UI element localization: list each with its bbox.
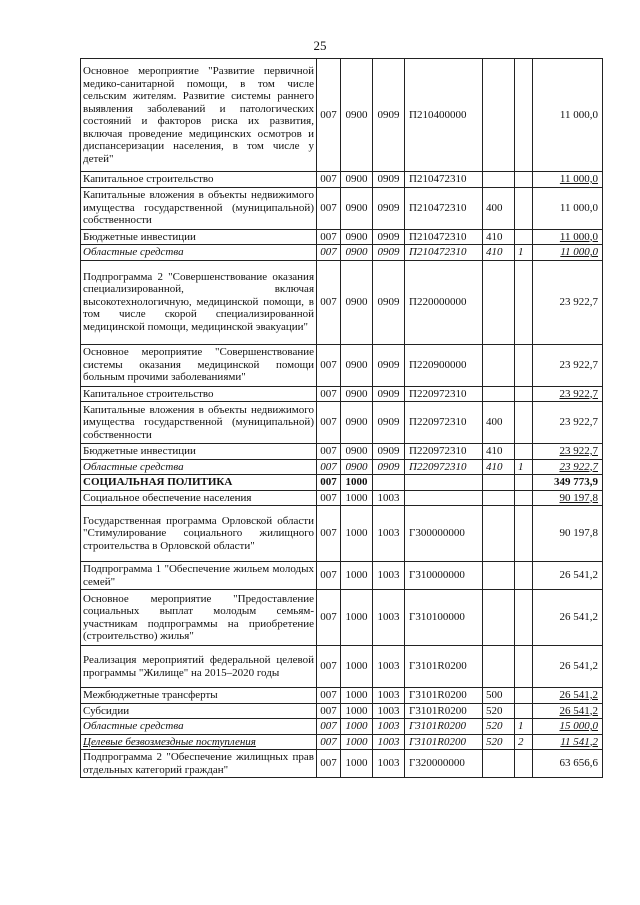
row-code: Г310000000	[405, 562, 483, 590]
row-pr: 0909	[373, 245, 405, 261]
row-gr: 007	[317, 506, 341, 562]
table-row	[81, 590, 603, 646]
row-ist: 1	[515, 459, 533, 475]
row-code: Г320000000	[405, 750, 483, 778]
row-name: Подпрограмма 1 "Обеспечение жильем молодых семей"	[81, 562, 317, 590]
row-rz: 0900	[341, 187, 373, 229]
row-ist	[515, 386, 533, 402]
table-row	[81, 59, 603, 172]
row-name: Областные средства	[81, 245, 317, 261]
row-vid	[483, 386, 515, 402]
row-rz: 1000	[341, 590, 373, 646]
row-code: П210400000	[405, 59, 483, 172]
row-code	[405, 475, 483, 491]
row-pr: 0909	[373, 459, 405, 475]
row-rz: 0900	[341, 444, 373, 460]
table-row	[81, 459, 603, 475]
row-gr: 007	[317, 562, 341, 590]
row-ist	[515, 490, 533, 506]
row-ist: 1	[515, 719, 533, 735]
table-row	[81, 688, 603, 704]
row-pr: 1003	[373, 490, 405, 506]
row-gr: 007	[317, 172, 341, 188]
row-sum: 15 000,0	[533, 719, 603, 735]
row-name: Бюджетные инвестиции	[81, 229, 317, 245]
row-ist	[515, 344, 533, 386]
row-pr: 0909	[373, 260, 405, 344]
row-gr: 007	[317, 475, 341, 491]
table-row	[81, 172, 603, 188]
row-vid	[483, 344, 515, 386]
row-pr: 1003	[373, 734, 405, 750]
row-sum: 11 000,0	[533, 59, 603, 172]
row-ist	[515, 402, 533, 444]
row-rz: 1000	[341, 750, 373, 778]
row-vid	[483, 260, 515, 344]
row-pr: 1003	[373, 750, 405, 778]
row-vid: 410	[483, 459, 515, 475]
row-rz: 0900	[341, 172, 373, 188]
row-sum: 90 197,8	[533, 506, 603, 562]
row-vid	[483, 59, 515, 172]
row-pr: 1003	[373, 719, 405, 735]
row-vid: 520	[483, 734, 515, 750]
row-pr: 0909	[373, 172, 405, 188]
row-sum: 90 197,8	[533, 490, 603, 506]
table-row	[81, 703, 603, 719]
row-code: П220000000	[405, 260, 483, 344]
row-name: Подпрограмма 2 "Обеспечение жилищных прав отдельных категорий граждан"	[81, 750, 317, 778]
row-pr: 0909	[373, 402, 405, 444]
row-ist	[515, 590, 533, 646]
row-pr: 1003	[373, 590, 405, 646]
row-pr: 0909	[373, 229, 405, 245]
row-code: П210472310	[405, 172, 483, 188]
row-code: П220972310	[405, 459, 483, 475]
row-vid: 520	[483, 703, 515, 719]
row-vid: 410	[483, 245, 515, 261]
row-rz: 1000	[341, 719, 373, 735]
row-name: Капитальное строительство	[81, 386, 317, 402]
row-gr: 007	[317, 703, 341, 719]
row-pr: 0909	[373, 344, 405, 386]
row-code	[405, 490, 483, 506]
table-row	[81, 490, 603, 506]
table-row	[81, 187, 603, 229]
row-code: Г310100000	[405, 590, 483, 646]
row-ist	[515, 187, 533, 229]
table-row	[81, 750, 603, 778]
row-ist	[515, 260, 533, 344]
row-vid: 410	[483, 229, 515, 245]
row-vid: 500	[483, 688, 515, 704]
row-ist	[515, 475, 533, 491]
row-sum: 23 922,7	[533, 402, 603, 444]
row-rz: 0900	[341, 229, 373, 245]
row-rz: 0900	[341, 402, 373, 444]
row-pr: 1003	[373, 646, 405, 688]
table-row	[81, 245, 603, 261]
budget-table	[80, 58, 603, 778]
row-sum: 11 541,2	[533, 734, 603, 750]
row-gr: 007	[317, 260, 341, 344]
table-row	[81, 344, 603, 386]
row-sum: 23 922,7	[533, 444, 603, 460]
row-rz: 0900	[341, 459, 373, 475]
row-gr: 007	[317, 490, 341, 506]
row-pr: 0909	[373, 59, 405, 172]
row-gr: 007	[317, 734, 341, 750]
row-vid: 400	[483, 402, 515, 444]
table-row	[81, 646, 603, 688]
row-rz: 1000	[341, 688, 373, 704]
row-ist	[515, 688, 533, 704]
table-row	[81, 260, 603, 344]
row-sum: 11 000,0	[533, 245, 603, 261]
row-name: Целевые безвозмездные поступления	[81, 734, 317, 750]
row-ist	[515, 750, 533, 778]
row-code: Г3101R0200	[405, 688, 483, 704]
row-name: Реализация мероприятий федеральной целевой программы "Жилище" на 2015–2020 годы	[81, 646, 317, 688]
table-row	[81, 506, 603, 562]
row-gr: 007	[317, 229, 341, 245]
row-rz: 1000	[341, 562, 373, 590]
row-rz: 1000	[341, 506, 373, 562]
row-rz: 0900	[341, 59, 373, 172]
row-rz: 0900	[341, 260, 373, 344]
row-gr: 007	[317, 688, 341, 704]
row-pr: 0909	[373, 444, 405, 460]
row-gr: 007	[317, 59, 341, 172]
row-name: Областные средства	[81, 719, 317, 735]
row-sum: 26 541,2	[533, 688, 603, 704]
row-gr: 007	[317, 646, 341, 688]
row-gr: 007	[317, 590, 341, 646]
row-pr: 1003	[373, 688, 405, 704]
row-rz: 0900	[341, 344, 373, 386]
row-sum: 11 000,0	[533, 187, 603, 229]
row-sum: 26 541,2	[533, 590, 603, 646]
row-vid	[483, 506, 515, 562]
row-name: Государственная программа Орловской области "Стимулирование социального жилищного строительства в Орловской области"	[81, 506, 317, 562]
row-sum: 11 000,0	[533, 229, 603, 245]
row-rz: 1000	[341, 703, 373, 719]
row-sum: 23 922,7	[533, 344, 603, 386]
row-vid	[483, 590, 515, 646]
row-sum: 26 541,2	[533, 646, 603, 688]
row-sum: 23 922,7	[533, 260, 603, 344]
row-pr: 0909	[373, 187, 405, 229]
row-code: Г3101R0200	[405, 646, 483, 688]
row-ist	[515, 444, 533, 460]
row-rz: 1000	[341, 646, 373, 688]
row-vid: 400	[483, 187, 515, 229]
row-vid	[483, 475, 515, 491]
row-gr: 007	[317, 386, 341, 402]
row-code: П220900000	[405, 344, 483, 386]
row-ist	[515, 229, 533, 245]
page-number: 25	[313, 38, 327, 53]
table-row	[81, 734, 603, 750]
row-vid	[483, 562, 515, 590]
row-rz: 1000	[341, 734, 373, 750]
row-code: П220972310	[405, 444, 483, 460]
row-vid	[483, 172, 515, 188]
row-gr: 007	[317, 245, 341, 261]
row-name: Капитальные вложения в объекты недвижимого имущества государственной (муниципальной) собственности	[81, 187, 317, 229]
row-code: Г3101R0200	[405, 719, 483, 735]
row-gr: 007	[317, 344, 341, 386]
row-code: П220972310	[405, 386, 483, 402]
row-gr: 007	[317, 444, 341, 460]
table-row	[81, 444, 603, 460]
row-sum: 11 000,0	[533, 172, 603, 188]
row-ist	[515, 506, 533, 562]
row-code: П220972310	[405, 402, 483, 444]
row-ist: 1	[515, 245, 533, 261]
row-name: Основное мероприятие "Развитие первичной медико-санитарной помощи, в том числе сельским жителям. Развитие системы раннего выявления заболеваний и патологических состояний и факторов риска их развития, включая проведение медицинских осмотров и диспансеризации населения, в том числе у детей"	[81, 59, 317, 172]
row-sum: 349 773,9	[533, 475, 603, 491]
row-sum: 23 922,7	[533, 459, 603, 475]
table-row	[81, 719, 603, 735]
row-name: Субсидии	[81, 703, 317, 719]
row-name: СОЦИАЛЬНАЯ ПОЛИТИКА	[81, 475, 317, 491]
row-name: Бюджетные инвестиции	[81, 444, 317, 460]
row-code: П210472310	[405, 187, 483, 229]
row-gr: 007	[317, 719, 341, 735]
row-code: Г3101R0200	[405, 734, 483, 750]
row-sum: 26 541,2	[533, 562, 603, 590]
row-name: Межбюджетные трансферты	[81, 688, 317, 704]
row-rz: 0900	[341, 245, 373, 261]
row-vid	[483, 490, 515, 506]
row-pr: 1003	[373, 506, 405, 562]
row-sum: 26 541,2	[533, 703, 603, 719]
table-row	[81, 386, 603, 402]
row-gr: 007	[317, 402, 341, 444]
row-ist	[515, 172, 533, 188]
row-rz: 0900	[341, 386, 373, 402]
row-pr	[373, 475, 405, 491]
row-pr: 1003	[373, 703, 405, 719]
row-ist	[515, 646, 533, 688]
row-gr: 007	[317, 187, 341, 229]
row-pr: 0909	[373, 386, 405, 402]
row-vid: 410	[483, 444, 515, 460]
row-name: Подпрограмма 2 "Совершенствование оказания специализированной, включая высокотехнологичную, медицинской помощи, в том числе скорой специализированной медицинской помощи, медицинской эвакуации"	[81, 260, 317, 344]
row-ist	[515, 562, 533, 590]
row-rz: 1000	[341, 475, 373, 491]
row-name: Основное мероприятие "Предоставление социальных выплат молодым семьям-участникам подпрограммы на приобретение (строительство) жилья"	[81, 590, 317, 646]
row-vid	[483, 750, 515, 778]
table-row	[81, 229, 603, 245]
row-gr: 007	[317, 750, 341, 778]
row-ist	[515, 703, 533, 719]
row-name: Областные средства	[81, 459, 317, 475]
row-code: П210472310	[405, 229, 483, 245]
row-vid	[483, 646, 515, 688]
row-pr: 1003	[373, 562, 405, 590]
row-sum: 23 922,7	[533, 386, 603, 402]
row-code: П210472310	[405, 245, 483, 261]
row-code: Г300000000	[405, 506, 483, 562]
row-code: Г3101R0200	[405, 703, 483, 719]
row-ist	[515, 59, 533, 172]
table-row	[81, 475, 603, 491]
table-row	[81, 562, 603, 590]
row-name: Капитальное строительство	[81, 172, 317, 188]
row-name: Социальное обеспечение населения	[81, 490, 317, 506]
row-name: Основное мероприятие "Совершенствование системы оказания медицинской помощи больным прочими заболеваниями"	[81, 344, 317, 386]
row-rz: 1000	[341, 490, 373, 506]
row-ist: 2	[515, 734, 533, 750]
row-sum: 63 656,6	[533, 750, 603, 778]
row-name: Капитальные вложения в объекты недвижимого имущества государственной (муниципальной) собственности	[81, 402, 317, 444]
table-row	[81, 402, 603, 444]
row-gr: 007	[317, 459, 341, 475]
row-vid: 520	[483, 719, 515, 735]
